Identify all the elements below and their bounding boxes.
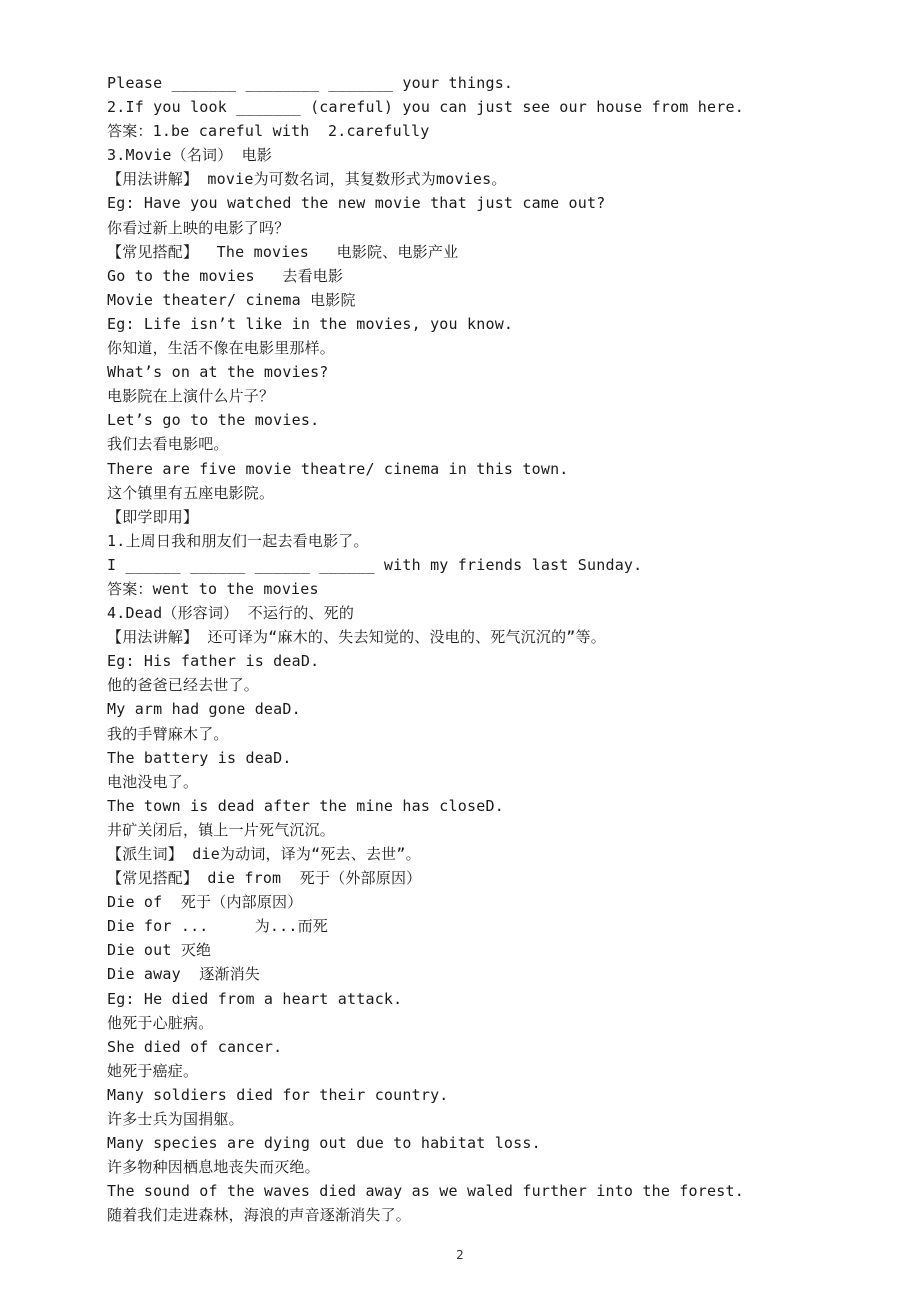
text-line: 他的爸爸已经去世了。: [107, 676, 260, 695]
text-line: 【用法讲解】 movie为可数名词，其复数形式为movies。: [107, 170, 507, 189]
text-line: The sound of the waves died away as we waled further into the forest.: [107, 1182, 744, 1201]
text-line: The battery is deaD.: [107, 748, 292, 767]
text-line: 【常见搭配】 The movies 电影院、电影产业: [107, 242, 459, 261]
text-line: 我们去看电影吧。: [107, 435, 229, 454]
text-line: 我的手臂麻木了。: [107, 724, 229, 743]
text-line: I ______ ______ ______ ______ with my friends last Sunday.: [107, 555, 643, 574]
text-line: 【用法讲解】 还可译为“麻木的、失去知觉的、没电的、死气沉沉的”等。: [107, 628, 606, 647]
text-line: The town is dead after the mine has closeD.: [107, 796, 504, 815]
text-line: Go to the movies 去看电影: [107, 266, 344, 285]
text-line: 这个镇里有五座电影院。: [107, 483, 275, 502]
text-line: Eg: He died from a heart attack.: [107, 989, 403, 1008]
page-content: [107, 71, 807, 1228]
text-line: 她死于癌症。: [107, 1061, 199, 1080]
text-line: 许多物种因栖息地丧失而灭绝。: [107, 1158, 320, 1177]
text-line: Die away 逐渐消失: [107, 965, 261, 984]
text-line: 他死于心脏病。: [107, 1013, 214, 1032]
text-line: 1.上周日我和朋友们一起去看电影了。: [107, 531, 369, 550]
text-line: Let’s go to the movies.: [107, 411, 320, 430]
text-line: Eg: Have you watched the new movie that just came out?: [107, 194, 606, 213]
text-line: 3.Movie（名词） 电影: [107, 146, 273, 165]
text-line: Many soldiers died for their country.: [107, 1085, 449, 1104]
text-line: 随着我们走进森林，海浪的声音逐渐消失了。: [107, 1206, 412, 1225]
text-line: Eg: His father is deaD.: [107, 652, 320, 671]
text-line: There are five movie theatre/ cinema in this town.: [107, 459, 569, 478]
text-line: Die out 灭绝: [107, 941, 212, 960]
text-line: 2.If you look _______ (careful) you can just see our house from here.: [107, 98, 744, 117]
text-line: 电池没电了。: [107, 772, 199, 791]
text-line: Die for ... 为...而死: [107, 917, 328, 936]
text-line: 许多士兵为国捐躯。: [107, 1110, 244, 1129]
text-line: 答案：1.be careful with 2.carefully: [107, 122, 430, 141]
text-line: 【即学即用】: [107, 507, 199, 526]
text-line: 电影院在上演什么片子？: [107, 387, 275, 406]
text-line: 你知道，生活不像在电影里那样。: [107, 339, 336, 358]
page-number: 2: [456, 1248, 464, 1262]
text-line: 【常见搭配】 die from 死于（外部原因）: [107, 869, 422, 888]
text-line: 4.Dead（形容词） 不运行的、死的: [107, 604, 355, 623]
text-line: What’s on at the movies?: [107, 363, 329, 382]
text-line: Eg: Life isn’t like in the movies, you know.: [107, 314, 514, 333]
text-line: Movie theater/ cinema 电影院: [107, 290, 356, 309]
text-line: She died of cancer.: [107, 1037, 283, 1056]
text-line: Many species are dying out due to habitat loss.: [107, 1134, 541, 1153]
text-line: 井矿关闭后，镇上一片死气沉沉。: [107, 820, 336, 839]
text-line: 答案：went to the movies: [107, 579, 319, 598]
text-line: 【派生词】 die为动词，译为“死去、去世”。: [107, 845, 421, 863]
text-line: Die of 死于（内部原因）: [107, 893, 303, 912]
text-line: 你看过新上映的电影了吗？: [107, 218, 290, 237]
text-line: My arm had gone deaD.: [107, 700, 301, 719]
text-line: Please _______ ________ _______ your things.: [107, 74, 514, 92]
